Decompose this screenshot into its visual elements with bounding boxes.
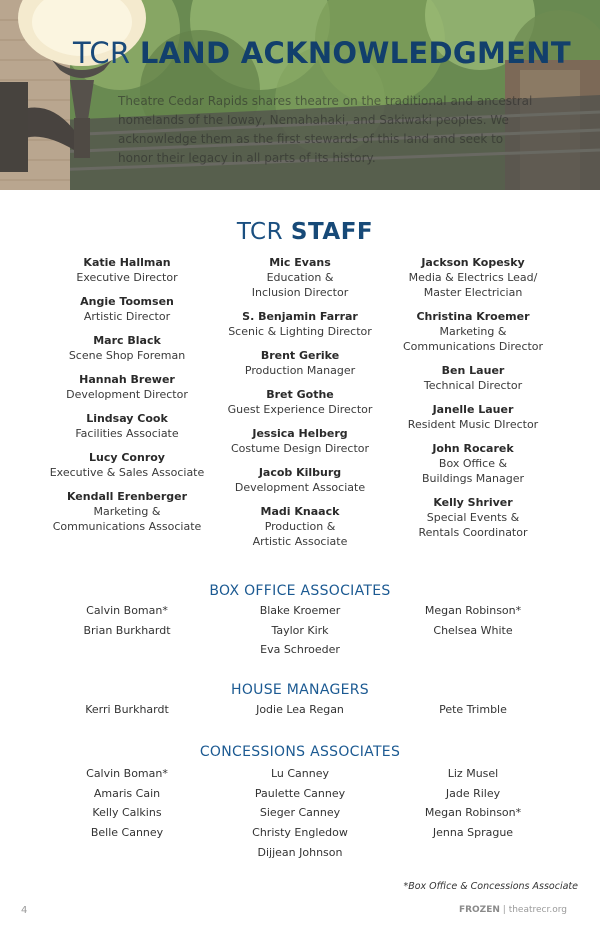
staff-role: Facilities Associate — [75, 427, 179, 440]
staff-role: Technical Director — [423, 379, 523, 392]
staff-member — [210, 387, 390, 417]
staff-role: Scene Shop Foreman — [68, 349, 186, 362]
staff-member — [383, 441, 563, 486]
staff-name: S. Benjamin Farrar — [242, 310, 358, 323]
staff-role: Media & Electrics Lead/ Master Electrician — [408, 271, 538, 299]
concessions-title: CONCESSIONS ASSOCIATES — [199, 744, 401, 760]
staff-name: Madi Knaack — [260, 505, 340, 518]
staff-member — [37, 255, 217, 285]
staff-name: Angie Toomsen — [80, 295, 174, 308]
concessions-name: Sieger Canney — [259, 806, 341, 820]
footnote: *Box Office & Concessions Associate — [403, 881, 578, 892]
staff-name: Ben Lauer — [441, 364, 505, 377]
footer-separator: | — [502, 905, 506, 915]
staff-role: Scenic & Lighting Director — [228, 325, 372, 338]
staff-role: Production & Artistic Associate — [252, 520, 348, 548]
staff-member — [210, 426, 390, 456]
staff-column-2 — [210, 255, 390, 558]
staff-role: Costume Design Director — [230, 442, 370, 455]
staff-role: Special Events & Rentals Coordinator — [418, 511, 528, 539]
box-office-name: Calvin Boman* — [86, 604, 168, 617]
concessions-name: Lu Canney — [270, 767, 330, 780]
staff-role: Box Office & Buildings Manager — [421, 457, 525, 485]
box-office-name: Brian Burkhardt — [83, 623, 171, 637]
staff-title: TCR STAFF — [236, 219, 374, 245]
staff-member — [383, 255, 563, 300]
staff-name: Marc Black — [93, 334, 161, 347]
staff-role: Marketing & Communications Associate — [52, 505, 202, 533]
staff-member — [210, 348, 390, 378]
concessions-name: Jenna Sprague — [432, 826, 514, 840]
staff-role: Resident Music DIrector — [407, 418, 539, 431]
staff-member — [383, 309, 563, 354]
house-manager-name: Jodie Lea Regan — [256, 703, 344, 716]
staff-name: Kelly Shriver — [433, 496, 513, 509]
land-acknowledgment-title: TCR LAND ACKNOWLEDGMENT — [73, 36, 571, 70]
staff-name: Jackson Kopesky — [421, 256, 525, 269]
box-office-name: Blake Kroemer — [259, 604, 341, 617]
staff-column-3 — [383, 255, 563, 549]
site-link[interactable]: theatrecr.org — [508, 905, 567, 915]
staff-name: Lindsay Cook — [86, 412, 168, 425]
house-managers-column-3 — [383, 700, 563, 720]
concessions-name: Megan Robinson* — [424, 806, 522, 820]
staff-name: Mic Evans — [269, 256, 331, 269]
concessions-column-1 — [37, 764, 217, 843]
staff-name: John Rocarek — [432, 442, 514, 455]
staff-member — [383, 495, 563, 540]
staff-member — [210, 309, 390, 339]
concessions-column-3 — [383, 764, 563, 843]
box-office-title: BOX OFFICE ASSOCIATES — [209, 583, 391, 599]
staff-role: Production Manager — [244, 364, 356, 377]
house-managers-column-2 — [210, 700, 390, 720]
box-office-name: Taylor Kirk — [271, 623, 329, 637]
page-number: 4 — [21, 905, 28, 916]
staff-member — [383, 402, 563, 432]
staff-member — [37, 411, 217, 441]
house-manager-name: Kerri Burkhardt — [85, 703, 169, 716]
staff-name: Jessica Helberg — [252, 427, 348, 440]
house-managers-column-1 — [37, 700, 217, 720]
concessions-name: Amaris Cain — [93, 786, 161, 800]
house-managers-title: HOUSE MANAGERS — [231, 682, 369, 698]
staff-name: Katie Hallman — [83, 256, 171, 269]
staff-role: Artistic Director — [83, 310, 171, 323]
staff-name: Christina Kroemer — [416, 310, 530, 323]
concessions-name: Belle Canney — [90, 826, 164, 840]
staff-role: Marketing & Communications Director — [402, 325, 544, 353]
staff-role: Development Associate — [234, 481, 366, 494]
show-name: FROZEN — [458, 905, 500, 915]
box-office-column-1 — [37, 601, 217, 640]
staff-column-1 — [37, 255, 217, 543]
house-manager-name: Pete Trimble — [439, 703, 507, 716]
staff-member — [37, 372, 217, 402]
staff-role: Guest Experience Director — [227, 403, 373, 416]
concessions-name: Dijjean Johnson — [257, 845, 343, 859]
footer-credit — [459, 905, 567, 915]
concessions-name: Christy Engledow — [252, 826, 348, 840]
staff-member — [37, 333, 217, 363]
staff-member — [37, 489, 217, 534]
hero-photo — [0, 0, 600, 190]
staff-member — [37, 294, 217, 324]
box-office-name: Megan Robinson* — [424, 604, 522, 617]
staff-name: Bret Gothe — [266, 388, 334, 401]
concessions-column-2 — [210, 764, 390, 863]
staff-member — [210, 465, 390, 495]
concessions-name: Calvin Boman* — [86, 767, 168, 780]
staff-member — [210, 504, 390, 549]
staff-name: Janelle Lauer — [432, 403, 514, 416]
staff-role: Executive Director — [76, 271, 178, 284]
concessions-name: Liz Musel — [447, 767, 499, 780]
staff-role: Education & Inclusion Director — [251, 271, 349, 299]
box-office-name: Chelsea White — [433, 623, 513, 637]
concessions-name: Paulette Canney — [254, 786, 346, 800]
staff-name: Hannah Brewer — [79, 373, 175, 386]
staff-name: Brent Gerike — [260, 349, 340, 362]
staff-name: Kendall Erenberger — [66, 490, 188, 503]
staff-member — [210, 255, 390, 300]
staff-role: Development Director — [66, 388, 188, 401]
box-office-name: Eva Schroeder — [260, 643, 340, 657]
staff-member — [383, 363, 563, 393]
staff-role: Executive & Sales Associate — [49, 466, 205, 479]
staff-member — [37, 450, 217, 480]
staff-name: Jacob Kilburg — [258, 466, 342, 479]
box-office-column-3 — [383, 601, 563, 640]
concessions-name: Kelly Calkins — [92, 806, 162, 820]
box-office-column-2 — [210, 601, 390, 660]
staff-name: Lucy Conroy — [89, 451, 165, 464]
concessions-name: Jade Riley — [445, 786, 501, 800]
land-acknowledgment-text: Theatre Cedar Rapids shares theatre on the traditional and ancestral homelands of the Ioway, Nemahahaki, and Sakiwaki peoples. We acknowledge them as the first stewards of this land and seek to honor their legacy in all parts of its history. — [118, 94, 533, 165]
